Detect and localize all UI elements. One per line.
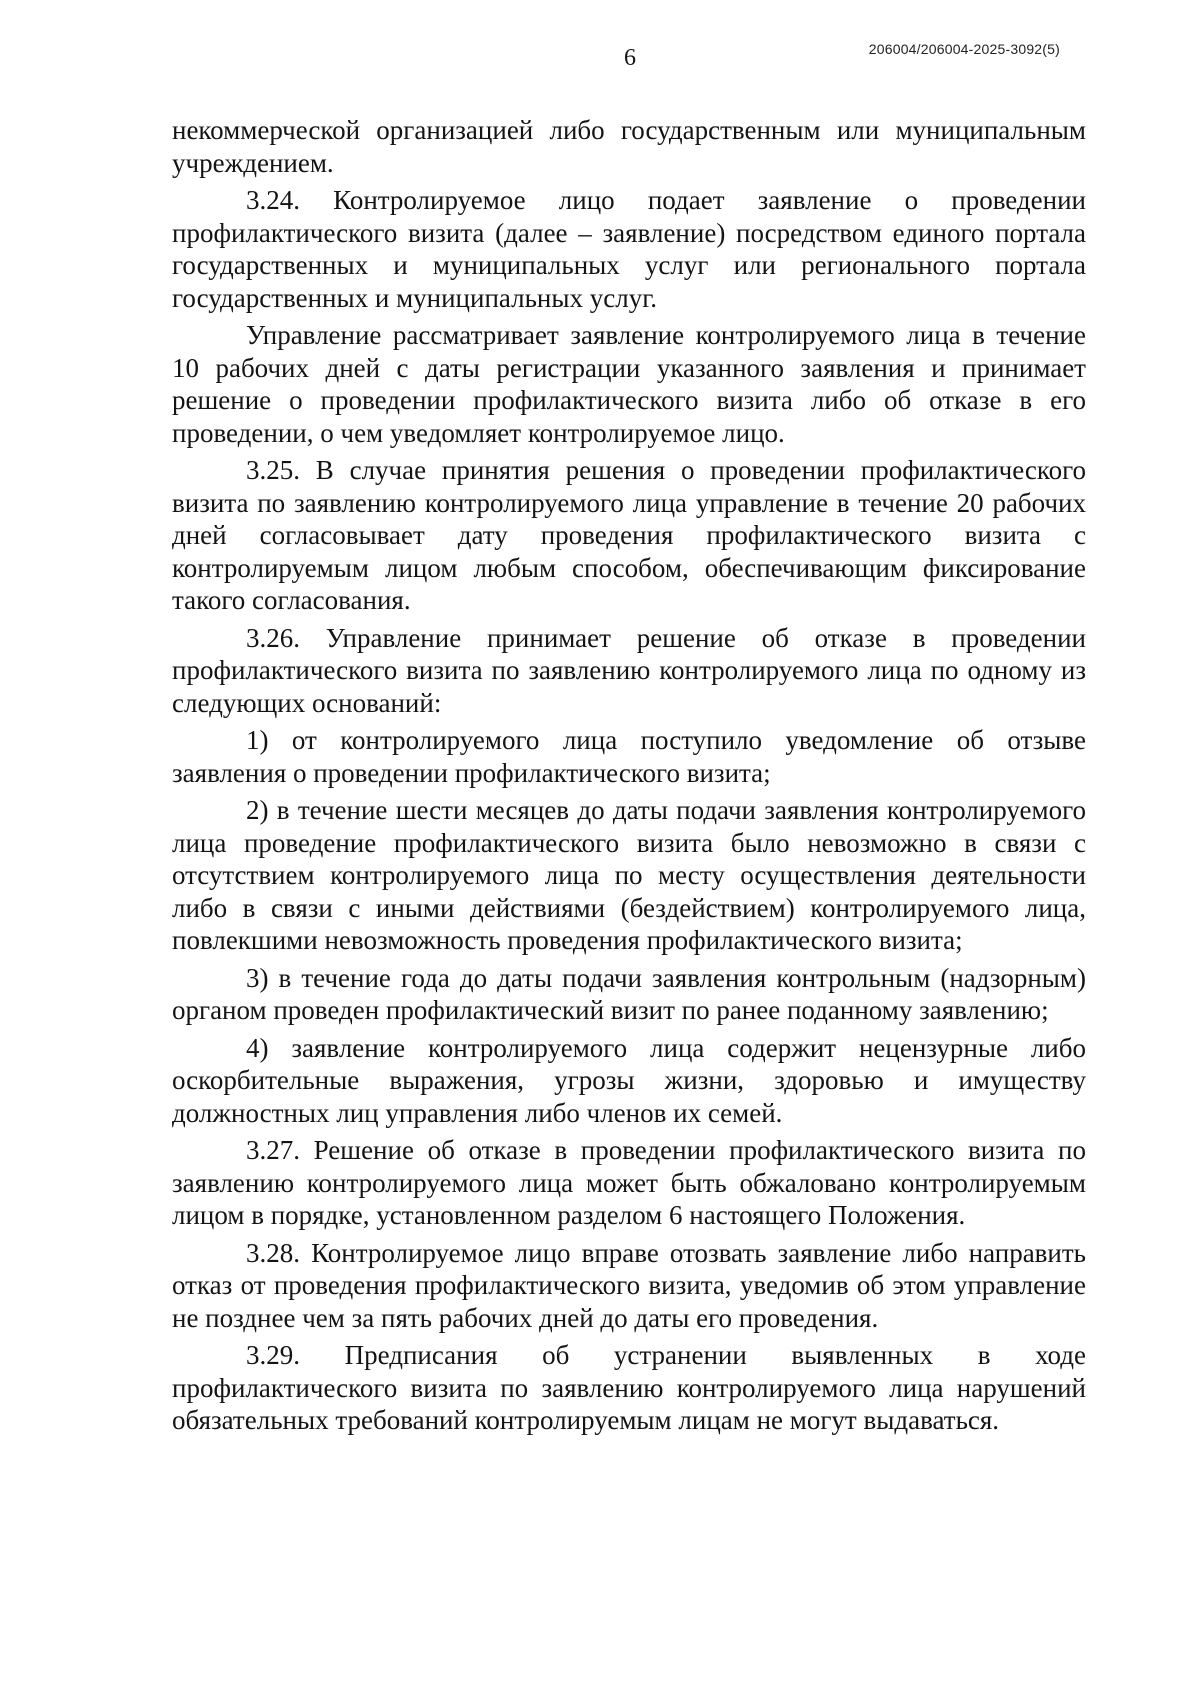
paragraph-3-29: 3.29. Предписания об устранении выявленных в ходе профилактического визита по заявлению контролируемого лица нарушений обязательных требований контролируемым лицам не могут выдаваться. xyxy=(172,1340,1086,1435)
list-item-2: 2) в течение шести месяцев до даты подачи заявления контролируемого лица проведение профилактического визита было невозможно в связи с отсутствием контролируемого лица по месту осуществления деятельности либо в связи с иными действиями (бездействием) контролируемого лица, повлекшими невозможность проведения профилактического визита; xyxy=(172,795,1086,955)
list-item-3: 3) в течение года до даты подачи заявления контрольным (надзорным) органом проведен профилактический визит по ранее поданному заявлению; xyxy=(172,962,1086,1025)
paragraph-3-27: 3.27. Решение об отказе в проведении профилактического визита по заявлению контролируемого лица может быть обжаловано контролируемым лицом в порядке, установленном разделом 6 настоящего Положения. xyxy=(172,1135,1086,1230)
list-item-1: 1) от контролируемого лица поступило уведомление об отзыве заявления о проведении профилактического визита; xyxy=(172,725,1086,788)
page-number: 6 xyxy=(624,45,636,71)
document-reference: 206004/206004-2025-3092(5) xyxy=(868,41,1060,57)
paragraph-3-24: 3.24. Контролируемое лицо подает заявление о проведении профилактического визита (далее – заявление) посредством единого портала государственных и муниципальных услуг или регионального портала государственных и муниципальных услуг. xyxy=(172,185,1086,313)
paragraph-3-28: 3.28. Контролируемое лицо вправе отозвать заявление либо направить отказ от проведения профилактического визита, уведомив об этом управление не позднее чем за пять рабочих дней до даты его проведения. xyxy=(172,1237,1086,1333)
paragraph-3-24-review: Управление рассматривает заявление контролируемого лица в течение 10 рабочих дней с даты регистрации указанного заявления и принимает решение о проведении профилактического визита либо об отказе в его проведении, о чем уведомляет контролируемое лицо. xyxy=(172,320,1086,448)
document-body xyxy=(172,114,1086,1442)
paragraph-3-25: 3.25. В случае принятия решения о проведении профилактического визита по заявлению контролируемого лица управление в течение 20 рабочих дней согласовывает дату проведения профилактического визита с контролируемым лицом любым способом, обеспечивающим фиксирование такого согласования. xyxy=(172,455,1086,615)
paragraph-continuation: некоммерческой организацией либо государственным или муниципальным учреждением. xyxy=(172,115,1086,178)
paragraph-3-26: 3.26. Управление принимает решение об отказе в проведении профилактического визита по заявлению контролируемого лица по одному из следующих оснований: xyxy=(172,622,1086,718)
list-item-4: 4) заявление контролируемого лица содержит нецензурные либо оскорбительные выражения, угрозы жизни, здоровью и имуществу должностных лиц управления либо членов их семей. xyxy=(172,1032,1086,1128)
